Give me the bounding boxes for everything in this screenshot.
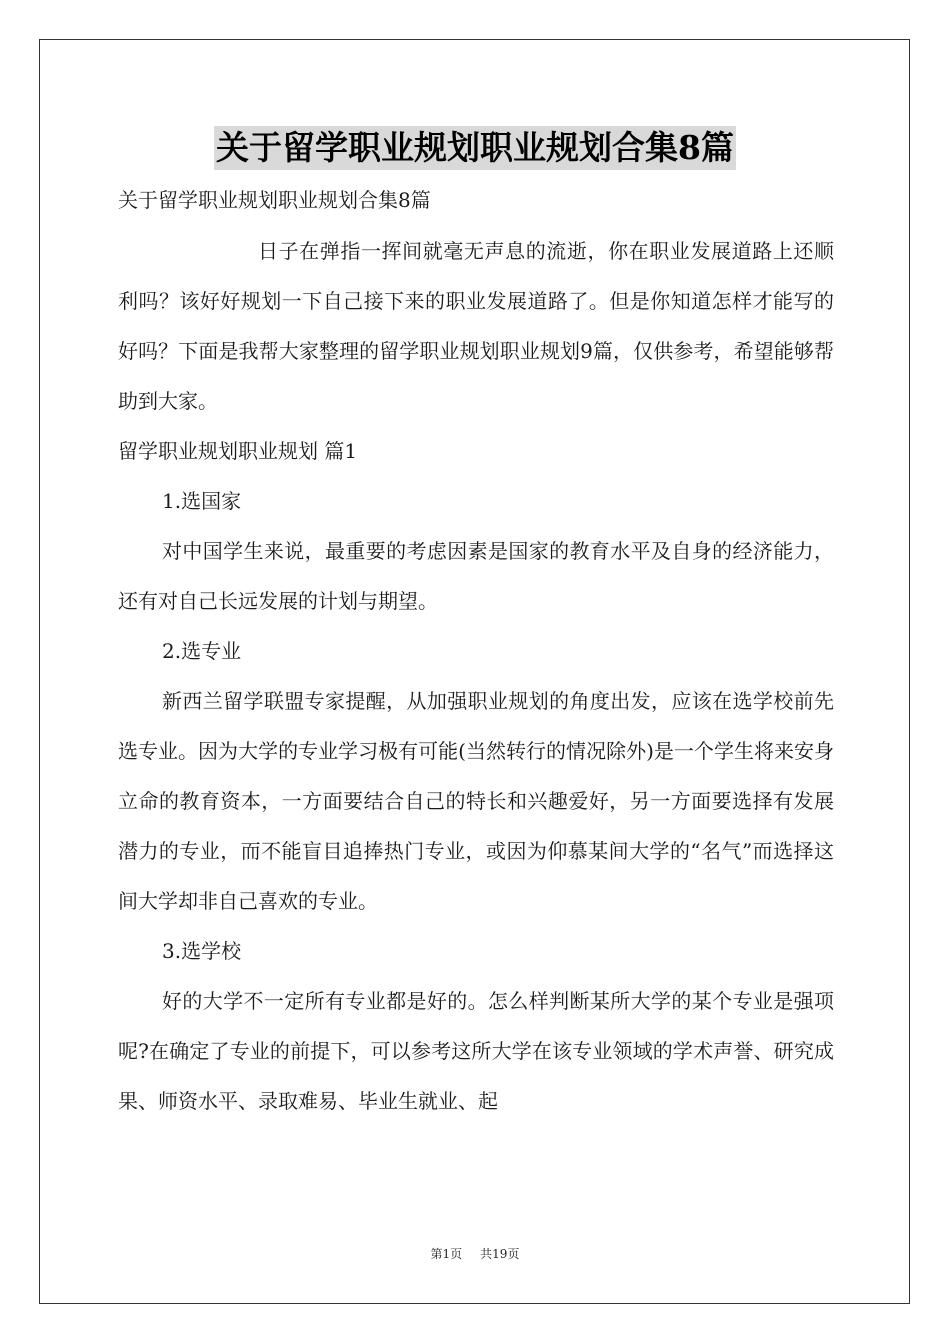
title-container (0, 126, 950, 170)
document-title: 关于留学职业规划职业规划合集8篇 (214, 126, 736, 170)
item-heading-major: 2.选专业 (162, 639, 242, 663)
item-heading-country: 1.选国家 (162, 489, 242, 513)
item-heading-school: 3.选学校 (162, 939, 242, 963)
page-total: 共19页 (480, 1247, 520, 1261)
item-body-country: 对中国学生来说，最重要的考虑因素是国家的教育水平及自身的经济能力，还有对自己长远发展的计划与期望。 (118, 539, 834, 613)
section-heading: 留学职业规划职业规划 篇1 (118, 439, 358, 463)
document-body (118, 178, 834, 1126)
page-number: 第1页 (430, 1247, 463, 1261)
intro-paragraph: 日子在弹指一挥间就毫无声息的流逝，你在职业发展道路上还顺利吗？该好好规划一下自己接下来的职业发展道路了。但是你知道怎样才能写的好吗？下面是我帮大家整理的留学职业规划职业规划9篇，仅供参考，希望能够帮助到大家。 (118, 239, 834, 413)
document-subtitle: 关于留学职业规划职业规划合集8篇 (118, 188, 431, 212)
item-body-major: 新西兰留学联盟专家提醒，从加强职业规划的角度出发，应该在选学校前先选专业。因为大学的专业学习极有可能(当然转行的情况除外)是一个学生将来安身立命的教育资本，一方面要结合自己的特长和兴趣爱好，另一方面要选择有发展潜力的专业，而不能盲目追捧热门专业，或因为仰慕某间大学的“名气”而选择这间大学却非自己喜欢的专业。 (118, 689, 834, 913)
page-footer (0, 1245, 950, 1263)
item-body-school: 好的大学不一定所有专业都是好的。怎么样判断某所大学的某个专业是强项呢?在确定了专业的前提下，可以参考这所大学在该专业领域的学术声誉、研究成果、师资水平、录取难易、毕业生就业、起 (118, 989, 834, 1113)
